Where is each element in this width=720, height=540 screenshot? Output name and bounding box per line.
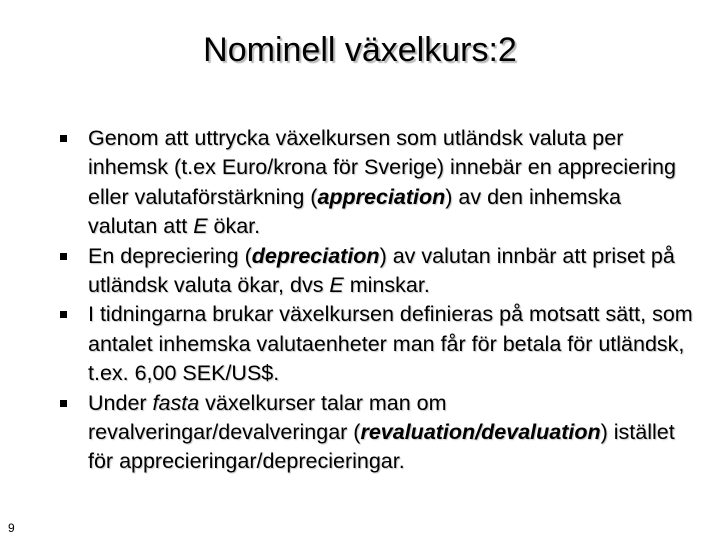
bullet-segment: minskar. bbox=[343, 273, 430, 298]
bullet-segment: ökar. bbox=[207, 214, 261, 239]
bullet-segment: I tidningarna brukar växelkursen definieras på motsatt sätt, som antalet inhemska valutaenheter man får för betala för utländsk, t.ex. 6,00 SEK/US$. bbox=[88, 302, 693, 386]
bullet-segment: fasta bbox=[152, 390, 200, 415]
bullet-item bbox=[60, 300, 696, 388]
slide-title: Nominell växelkurs:2 bbox=[203, 31, 517, 69]
bullet-segment: ) istället för apprecieringar/deprecieringar. bbox=[88, 420, 675, 474]
bullet-segment: E bbox=[329, 273, 344, 298]
bullet-item bbox=[60, 124, 696, 242]
bullet-segment: Under bbox=[88, 390, 153, 415]
square-bullet-icon bbox=[60, 253, 67, 260]
bullet-segment: appreciation bbox=[317, 184, 446, 209]
bullet-list bbox=[60, 124, 696, 477]
page-number: 9 bbox=[8, 521, 15, 535]
bullet-segment: växelkurser talar man om revalveringar/devalveringar ( bbox=[88, 390, 447, 445]
bullet-segment: ) av den inhemska valutan att bbox=[88, 184, 621, 239]
square-bullet-icon bbox=[60, 135, 67, 142]
bullet-segment: ) av valutan innbär att priset på utländsk valuta ökar, dvs bbox=[88, 243, 675, 298]
bullet-segment: En depreciering ( bbox=[88, 243, 252, 268]
bullet-segment: revaluation/devaluation bbox=[360, 420, 601, 445]
bullet-segment: Genom att uttrycka växelkursen som utländsk valuta per inhemsk (t.ex Euro/krona för Sverige) innebär en appreciering eller valutaförstärkning ( bbox=[88, 126, 676, 209]
square-bullet-icon bbox=[60, 400, 67, 407]
square-bullet-icon bbox=[60, 311, 67, 318]
bullet-item bbox=[60, 242, 696, 301]
bullet-segment: E bbox=[193, 214, 208, 239]
bullet-segment: depreciation bbox=[251, 243, 380, 268]
bullet-item bbox=[60, 389, 696, 477]
